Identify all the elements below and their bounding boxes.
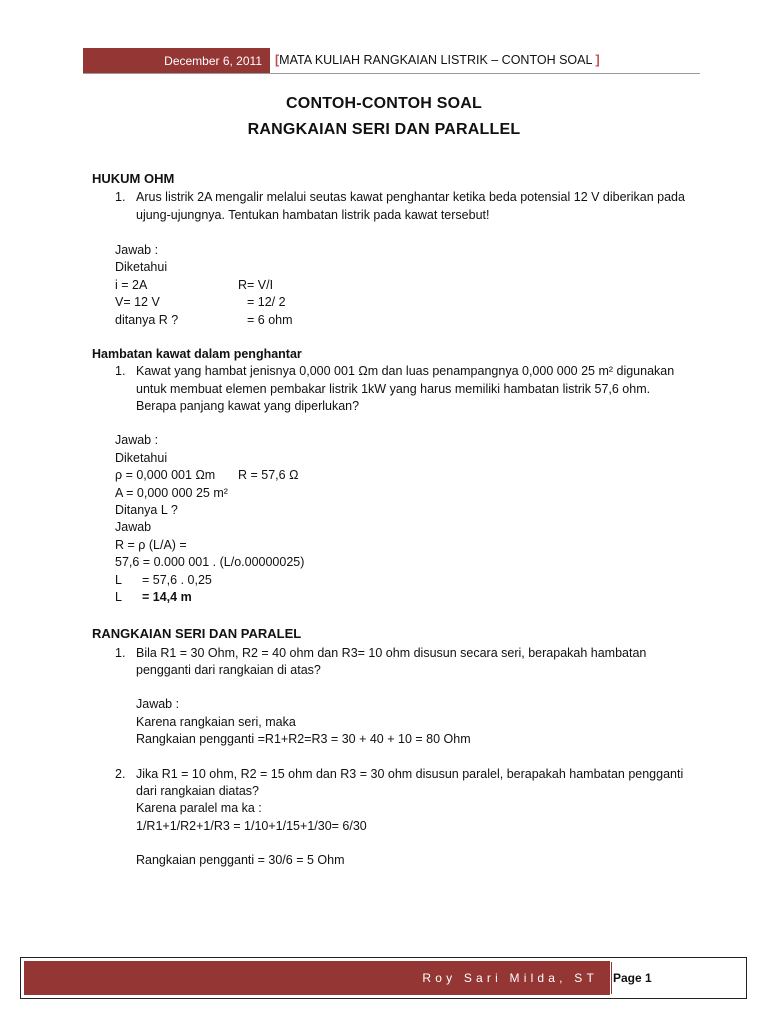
header-bracket-open: [ — [275, 53, 280, 67]
section-heading-hukum-ohm: HUKUM OHM — [92, 171, 175, 186]
known-label: Diketahui — [115, 260, 168, 274]
answer-label: Jawab : — [115, 243, 159, 257]
header-title-text: MATA KULIAH RANGKAIAN LISTRIK – CONTOH SOAL — [279, 53, 596, 67]
list-number: 1. — [115, 646, 126, 660]
answer-label: Jawab : — [115, 433, 159, 447]
answer-line: = 12/ 2 — [247, 295, 286, 309]
question-text: dari rangkaian diatas? — [136, 784, 259, 798]
answer-line: A = 0,000 000 25 m² — [115, 486, 228, 500]
answer-line: i = 2A — [115, 278, 148, 292]
header-title — [275, 52, 600, 69]
answer-line: ρ = 0,000 001 Ωm — [115, 468, 216, 482]
answer-line: = 6 ohm — [247, 313, 293, 327]
answer-line: V= 12 V — [115, 295, 160, 309]
answer-line: R= V/I — [238, 278, 274, 292]
footer-author: Roy Sari Milda, ST — [422, 971, 598, 985]
question-text: Jika R1 = 10 ohm, R2 = 15 ohm dan R3 = 30 ohm disusun paralel, berapakah hambatan pengganti — [136, 767, 684, 781]
answer-line: Jawab — [115, 520, 152, 534]
question-text: pengganti dari rangkaian di atas? — [136, 663, 321, 677]
question-text: Bila R1 = 30 Ohm, R2 = 40 ohm dan R3= 10 ohm disusun secara seri, berapakah hambatan — [136, 646, 647, 660]
footer-separator — [611, 962, 612, 994]
page-title-line2: RANGKAIAN SERI DAN PARALLEL — [247, 121, 521, 138]
question-text: ujung-ujungnya. Tentukan hambatan listrik pada kawat tersebut! — [136, 208, 490, 222]
header-date — [83, 48, 270, 74]
question-text: Arus listrik 2A mengalir melalui seutas kawat penghantar ketika beda potensial 12 V diberikan pada — [136, 190, 685, 204]
header-bracket-close: ] — [595, 53, 600, 67]
answer-line: Karena paralel ma ka : — [136, 801, 262, 815]
header-rule — [83, 73, 700, 74]
answer-line: Rangkaian pengganti = 30/6 = 5 Ohm — [136, 853, 345, 867]
answer-line: L — [115, 573, 122, 587]
answer-line: L — [115, 590, 122, 604]
page-number: Page 1 — [613, 971, 652, 985]
list-number: 2. — [115, 767, 126, 781]
answer-line: R = ρ (L/A) = — [115, 538, 187, 552]
answer-label: Jawab : — [136, 697, 180, 711]
answer-line: = 57,6 . 0,25 — [142, 573, 212, 587]
answer-line: 57,6 = 0.000 001 . (L/o.00000025) — [115, 555, 305, 569]
answer-line: ditanya R ? — [115, 313, 179, 327]
answer-line: Ditanya L ? — [115, 503, 178, 517]
question-text: Kawat yang hambat jenisnya 0,000 001 Ωm dan luas penampangnya 0,000 000 25 m² digunakan — [136, 364, 675, 378]
header-date-text: December 6, 2011 — [164, 54, 262, 68]
known-label: Diketahui — [115, 451, 168, 465]
list-number: 1. — [115, 364, 126, 378]
section-heading-hambatan-kawat: Hambatan kawat dalam penghantar — [92, 347, 302, 361]
page-title-line1: CONTOH-CONTOH SOAL — [286, 95, 482, 112]
answer-line: R = 57,6 Ω — [238, 468, 299, 482]
question-text: Berapa panjang kawat yang diperlukan? — [136, 399, 360, 413]
answer-line: Rangkaian pengganti =R1+R2=R3 = 30 + 40 + 10 = 80 Ohm — [136, 732, 471, 746]
answer-result: = 14,4 m — [142, 590, 192, 604]
answer-line: 1/R1+1/R2+1/R3 = 1/10+1/15+1/30= 6/30 — [136, 819, 367, 833]
question-text: untuk membuat elemen pembakar listrik 1kW yang harus memiliki hambatan listrik 57,6 ohm. — [136, 382, 651, 396]
section-heading-rangkaian: RANGKAIAN SERI DAN PARALEL — [92, 626, 302, 641]
list-number: 1. — [115, 190, 126, 204]
footer-author-bar — [24, 961, 610, 995]
answer-line: Karena rangkaian seri, maka — [136, 715, 296, 729]
